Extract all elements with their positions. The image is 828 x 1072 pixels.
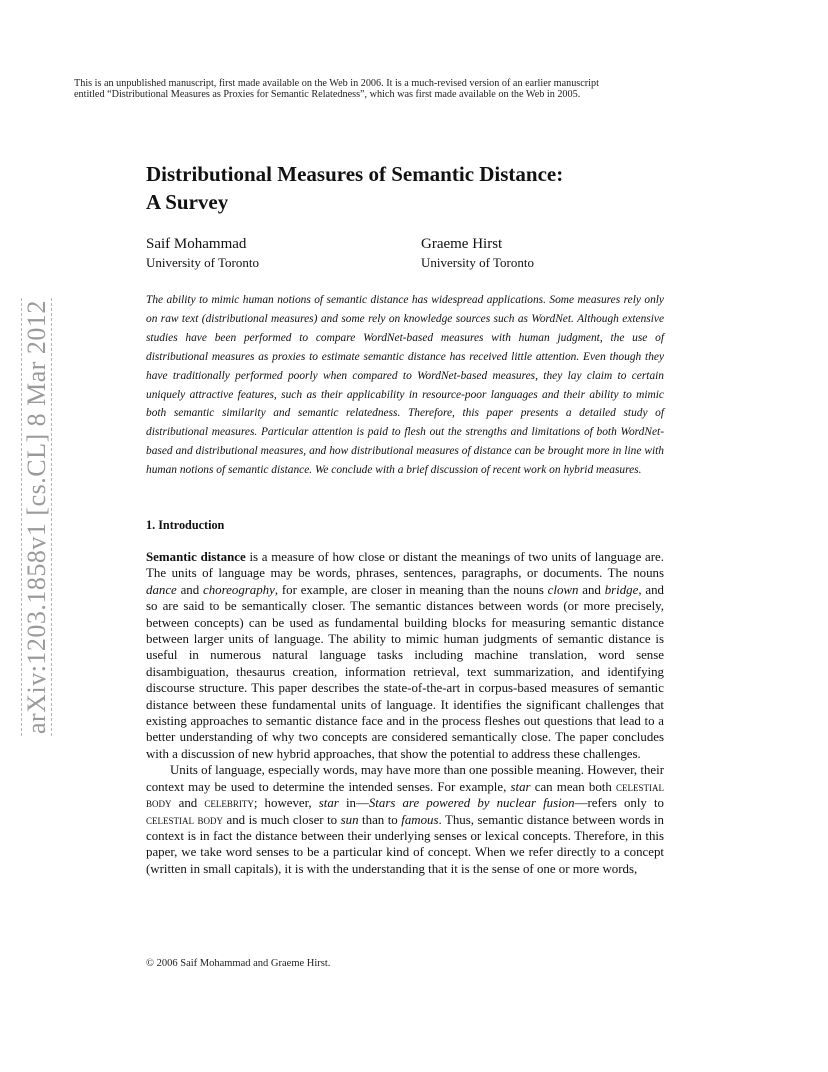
author-block	[421, 235, 534, 272]
concept-term: celestial body	[146, 779, 664, 811]
arxiv-identifier-stamp	[22, 298, 52, 736]
manuscript-note: This is an unpublished manuscript, first made available on the Web in 2006. It is a much-revised version of an earlier manuscript entitled “Distributional Measures as Proxies for Semantic Relatedness”, which was first made available on the Web in 2005.	[74, 78, 599, 100]
concept-term: celestial body	[146, 812, 223, 827]
author-block	[146, 235, 259, 272]
example-word: clown	[547, 582, 579, 597]
abstract: The ability to mimic human notions of semantic distance has widespread applications. Some measures rely only on raw text (distributional measures) and some rely on knowledge sources such as WordNet. Although extensive studies have been performed to compare WordNet-based measures with human judgment, the use of distributional measures as proxies to estimate semantic distance has received little attention. Even though they have traditionally performed poorly when compared to WordNet-based measures, they lay claim to certain uniquely attractive features, such as their applicability in resource-poor languages and their ability to mimic both semantic similarity and semantic relatedness. Therefore, this paper presents a detailed study of distributional measures. Particular attention is paid to flesh out the strengths and limitations of both WordNet-based and distributional measures, and how distributional measures of distance can be brought more in line with human notions of semantic distance. We conclude with a brief discussion of recent work on hybrid measures.	[146, 294, 664, 477]
copyright-notice: © 2006 Saif Mohammad and Graeme Hirst.	[146, 958, 331, 969]
author-affiliation: University of Toronto	[146, 255, 259, 270]
paper-title: Distributional Measures of Semantic Distance: A Survey	[146, 162, 564, 214]
example-word: bridge	[604, 582, 639, 597]
example-word: famous	[401, 812, 439, 827]
example-sentence: Stars are powered by nuclear fusion	[368, 796, 575, 811]
example-word: dance	[146, 582, 177, 597]
section-heading: 1. Introduction	[146, 518, 225, 532]
body-text	[146, 549, 664, 877]
paragraph: Units of language, especially words, may have more than one possible meaning. However, their context may be used to determine the intended senses. For example, star can mean both celestial body and celebrity; however, star in—Stars are powered by nuclear fusion—refers only to celestial body and is much closer to sun than to famous. Thus, semantic distance between words in context is in fact the distance between their underlying senses or lexical concepts. Therefore, in this paper, we take word senses to be a particular kind of concept. When we refer directly to a concept (written in small capitals), it is with the understanding that it is the sense of one or more words,	[146, 763, 665, 876]
arxiv-id-text: arXiv:1203.1858v1 [cs.CL] 8 Mar 2012	[22, 300, 51, 734]
defined-term: Semantic distance	[146, 550, 246, 564]
paragraph: Semantic distance is a measure of how close or distant the meanings of two units of language are. The units of language may be words, phrases, sentences, paragraphs, or documents. The nouns dance and choreography, for example, are closer in meaning than the nouns clown and bridge, and so are said to be semantically closer. The semantic distances between words (or more precisely, between concepts) can be used as fundamental building blocks for measuring semantic distance between larger units of language. The ability to mimic human judgments of semantic distance is useful in numerous natural language tasks including machine translation, word sense disambiguation, thesaurus creation, information retrieval, text summarization, and identifying discourse structure. This paper describes the state-of-the-art in corpus-based measures of semantic distance between these fundamental units of language. It identifies the significant challenges that existing approaches to semantic distance face and in the process fleshes out questions that lead to a better understanding of why two concepts are considered semantically close. The paper concludes with a discussion of new hybrid approaches, that show the potential to address these challenges.	[146, 550, 664, 761]
concept-term: celebrity	[204, 796, 254, 811]
example-word: choreography	[203, 582, 275, 597]
author-affiliation: University of Toronto	[421, 255, 534, 270]
author-name: Graeme Hirst	[421, 236, 503, 252]
example-word: star	[510, 779, 531, 794]
example-word: star	[318, 796, 339, 811]
example-word: sun	[340, 812, 359, 827]
author-name: Saif Mohammad	[146, 236, 247, 252]
